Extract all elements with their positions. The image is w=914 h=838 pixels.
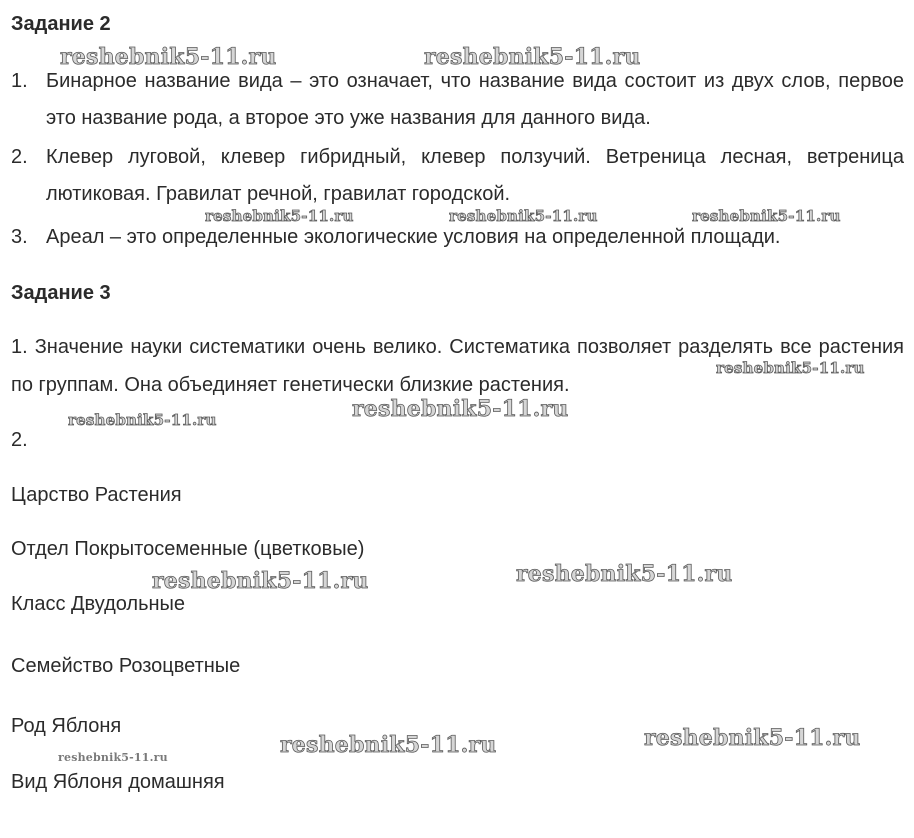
task3-paragraph-2: 2. xyxy=(11,429,28,451)
watermark: reshebnik5-11.ru xyxy=(60,44,277,70)
item-number: 2. xyxy=(11,146,28,168)
taxonomy-class: Класс Двудольные xyxy=(11,593,186,615)
watermark: reshebnik5-11.ru xyxy=(449,207,598,225)
task3-paragraph-1: 1. Значение науки систематики очень велико. Систематика позволяет разделять все растения по группам. Она объединяет генетически близкие растения. xyxy=(11,336,904,396)
watermark: reshebnik5-11.ru xyxy=(644,725,861,751)
watermark: reshebnik5-11.ru xyxy=(205,207,354,225)
watermark: reshebnik5-11.ru xyxy=(58,751,168,764)
item-number: 1. xyxy=(11,70,28,92)
taxonomy-kingdom: Царство Растения xyxy=(11,484,182,506)
watermark: reshebnik5-11.ru xyxy=(716,359,865,377)
watermark: reshebnik5-11.ru xyxy=(152,568,369,594)
watermark: reshebnik5-11.ru xyxy=(516,561,733,587)
taxonomy-family: Семейство Розоцветные xyxy=(11,655,241,677)
item-text: Бинарное название вида – это означает, что название вида состоит из двух слов, первое это название рода, а второе это уже названия для данного вида. xyxy=(46,70,904,129)
taxonomy-genus: Род Яблоня xyxy=(11,715,122,737)
task3-heading: Задание 3 xyxy=(11,282,111,304)
watermark: reshebnik5-11.ru xyxy=(424,44,641,70)
taxonomy-species: Вид Яблоня домашняя xyxy=(11,771,225,793)
taxonomy-division: Отдел Покрытосеменные (цветковые) xyxy=(11,538,365,560)
item-text: Ареал – это определенные экологические условия на определенной площади. xyxy=(46,226,781,248)
task2-item-2 xyxy=(11,139,904,213)
watermark: reshebnik5-11.ru xyxy=(692,207,841,225)
task2-heading: Задание 2 xyxy=(11,13,111,35)
item-text: Клевер луговой, клевер гибридный, клевер ползучий. Ветреница лесная, ветреница лютиковая. Гравилат речной, гравилат городской. xyxy=(46,146,904,205)
watermark: reshebnik5-11.ru xyxy=(280,732,497,758)
watermark: reshebnik5-11.ru xyxy=(68,411,217,429)
watermark: reshebnik5-11.ru xyxy=(352,396,569,422)
item-number: 3. xyxy=(11,226,28,248)
task2-item-1 xyxy=(11,63,904,137)
